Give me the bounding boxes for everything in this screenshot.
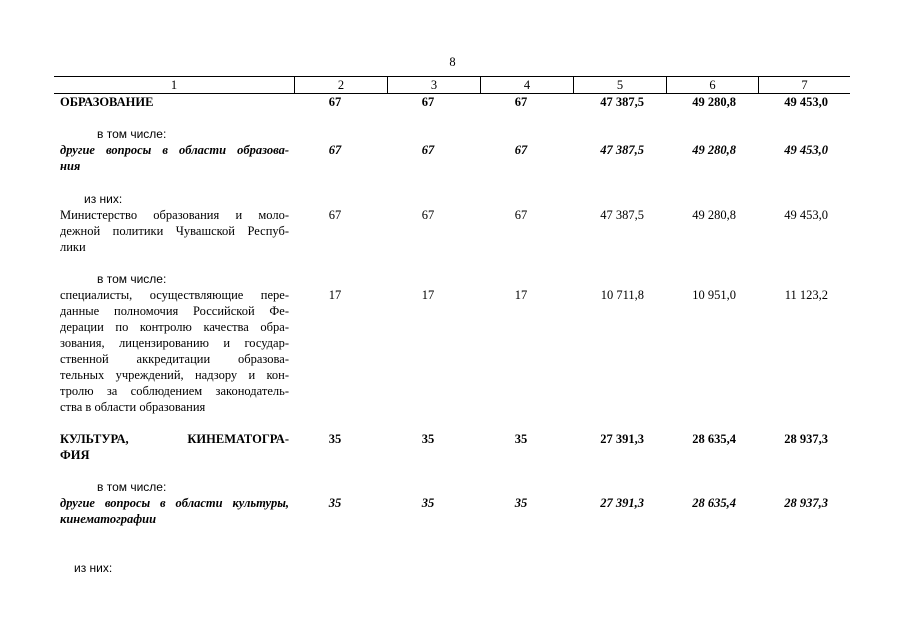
cell-col-7: 49 453,0 bbox=[784, 143, 828, 157]
cell-col-3: 35 bbox=[421, 496, 435, 510]
cell-col-4: 67 bbox=[514, 208, 528, 222]
cell-col-4: 35 bbox=[514, 432, 528, 446]
cell-col-7: 28 937,3 bbox=[784, 432, 828, 446]
cell-col-2: 35 bbox=[328, 496, 342, 510]
cell-col-5: 47 387,5 bbox=[600, 208, 644, 222]
row-label: другие вопросы в области культуры, кинематографии bbox=[60, 496, 289, 526]
cell-col-4: 35 bbox=[514, 496, 528, 510]
row-prefix: из них: bbox=[74, 561, 113, 575]
header-col-7: 7 bbox=[758, 77, 850, 93]
cell-col-7: 28 937,3 bbox=[784, 496, 828, 510]
header-col-6: 6 bbox=[666, 77, 758, 93]
cell-col-2: 67 bbox=[328, 208, 342, 222]
cell-col-3: 35 bbox=[421, 432, 435, 446]
row-prefix: из них: bbox=[84, 192, 123, 206]
cell-col-2: 67 bbox=[328, 143, 342, 157]
header-col-2: 2 bbox=[294, 77, 387, 93]
cell-col-4: 67 bbox=[514, 95, 528, 109]
row-label: специалисты, осуществляющие пере- данные полномочия Российской Фе- дерации по контролю качества обра- зования, лицензированию и государ- ственной аккредитации образова- тельных учреждений, надзору и кон- тролю за соблюдением законодатель- ства в области образования bbox=[60, 288, 289, 414]
cell-col-5: 47 387,5 bbox=[600, 95, 644, 109]
cell-col-3: 67 bbox=[421, 95, 435, 109]
header-col-4: 4 bbox=[480, 77, 573, 93]
header-col-5: 5 bbox=[573, 77, 666, 93]
cell-col-4: 17 bbox=[514, 288, 528, 302]
table-header bbox=[54, 76, 850, 94]
cell-col-2: 35 bbox=[328, 432, 342, 446]
row-label: КУЛЬТУРА, КИНЕМАТОГРА- ФИЯ bbox=[60, 432, 289, 462]
row-label: Министерство образования и моло- дежной политики Чувашской Респуб- лики bbox=[60, 208, 289, 254]
cell-col-3: 17 bbox=[421, 288, 435, 302]
cell-col-7: 49 453,0 bbox=[784, 208, 828, 222]
cell-col-7: 49 453,0 bbox=[784, 95, 828, 109]
cell-col-2: 17 bbox=[328, 288, 342, 302]
cell-col-6: 28 635,4 bbox=[692, 432, 736, 446]
header-col-3: 3 bbox=[387, 77, 480, 93]
cell-col-6: 49 280,8 bbox=[692, 95, 736, 109]
cell-col-7: 11 123,2 bbox=[784, 288, 828, 302]
cell-col-5: 47 387,5 bbox=[600, 143, 644, 157]
row-prefix: в том числе: bbox=[97, 480, 167, 494]
cell-col-2: 67 bbox=[328, 95, 342, 109]
cell-col-4: 67 bbox=[514, 143, 528, 157]
cell-col-5: 27 391,3 bbox=[600, 496, 644, 510]
cell-col-3: 67 bbox=[421, 208, 435, 222]
cell-col-5: 10 711,8 bbox=[600, 288, 644, 302]
row-label: другие вопросы в области образова- ния bbox=[60, 143, 289, 173]
cell-col-5: 27 391,3 bbox=[600, 432, 644, 446]
cell-col-6: 49 280,8 bbox=[692, 208, 736, 222]
cell-col-6: 10 951,0 bbox=[692, 288, 736, 302]
cell-col-6: 28 635,4 bbox=[692, 496, 736, 510]
row-prefix: в том числе: bbox=[97, 272, 167, 286]
page-number: 8 bbox=[449, 55, 456, 69]
cell-col-6: 49 280,8 bbox=[692, 143, 736, 157]
header-col-1: 1 bbox=[170, 78, 178, 92]
row-prefix: в том числе: bbox=[97, 127, 167, 141]
cell-col-3: 67 bbox=[421, 143, 435, 157]
row-label: ОБРАЗОВАНИЕ bbox=[60, 95, 154, 109]
